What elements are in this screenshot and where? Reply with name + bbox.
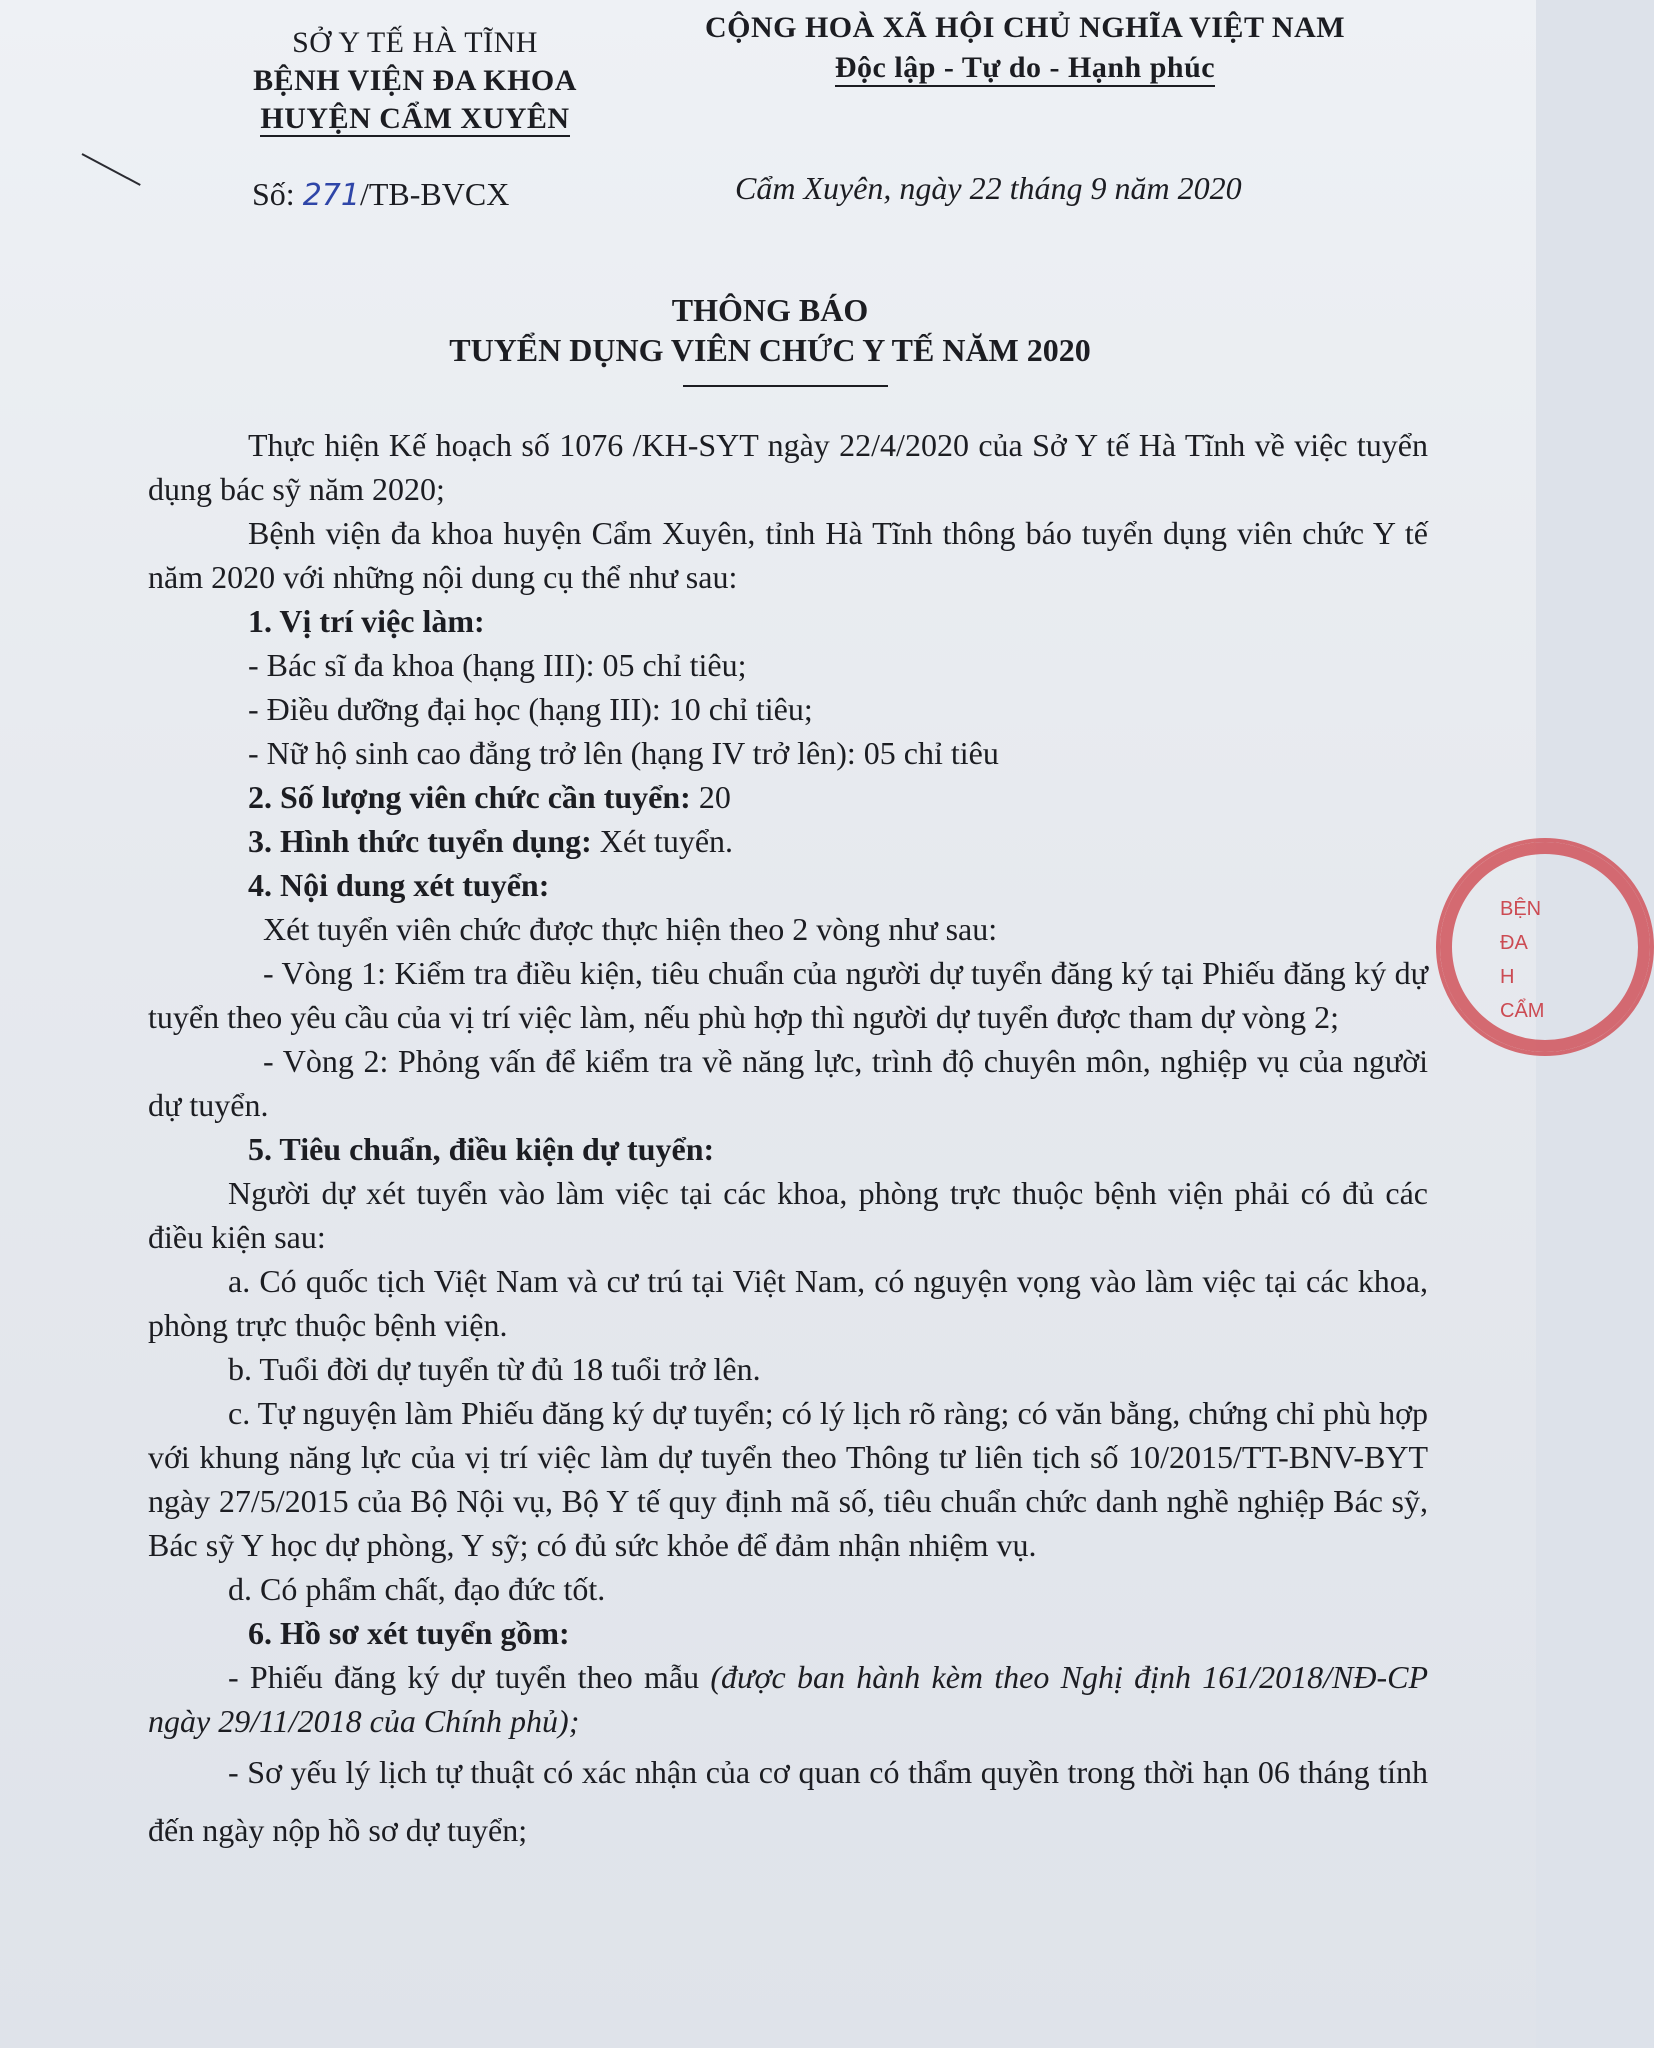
intro-paragraph-2: Bệnh viện đa khoa huyện Cẩm Xuyên, tỉnh Hà Tĩnh thông báo tuyển dụng viên chức Y tế năm 2020 với những nội dung cụ thể như sau:: [148, 515, 1428, 595]
dossier-item-1-text: - Phiếu đăng ký dự tuyển theo mẫu: [228, 1659, 711, 1695]
section-5-title: 5. Tiêu chuẩn, điều kiện dự tuyển:: [248, 1131, 715, 1167]
position-item-3: - Nữ hộ sinh cao đẳng trở lên (hạng IV trở lên): 05 chỉ tiêu: [248, 735, 999, 771]
seal-line-1: BỆN: [1500, 898, 1542, 920]
docno-prefix: Số:: [252, 176, 303, 212]
intro-paragraph-1: Thực hiện Kế hoạch số 1076 /KH-SYT ngày 22/4/2020 của Sở Y tế Hà Tĩnh về việc tuyển dụng bác sỹ năm 2020;: [148, 427, 1428, 507]
country-name: CỘNG HOÀ XÃ HỘI CHỦ NGHĨA VIỆT NAM: [704, 11, 1346, 44]
condition-c: c. Tự nguyện làm Phiếu đăng ký dự tuyển; có lý lịch rõ ràng; có văn bằng, chứng chỉ phù hợp với khung năng lực của vị trí việc làm dự tuyển theo Thông tư liên tịch số 10/2015/TT-BNV-BYT ngày 27/5/2015 của Bộ Nội vụ, Bộ Y tế quy định mã số, tiêu chuẩn chức danh nghề nghiệp Bác sỹ, Bác sỹ Y học dự phòng, Y sỹ; có đủ sức khỏe để đảm nhận nhiệm vụ.: [148, 1395, 1428, 1563]
seal-line-2: ĐA: [1500, 932, 1528, 954]
seal-line-4: CẨM: [1500, 1000, 1545, 1022]
section-2-value: 20: [690, 779, 731, 815]
condition-b: b. Tuổi đời dự tuyển từ đủ 18 tuổi trở lên.: [228, 1351, 761, 1387]
section-4-intro: Xét tuyển viên chức được thực hiện theo 2 vòng như sau:: [263, 911, 998, 947]
section-4-round-2: - Vòng 2: Phỏng vấn để kiểm tra về năng lực, trình độ chuyên môn, nghiệp vụ của người dự tuyển.: [148, 1043, 1428, 1123]
position-item-1: - Bác sĩ đa khoa (hạng III): 05 chỉ tiêu;: [248, 647, 747, 683]
docno-handwritten: 271: [302, 178, 360, 213]
dossier-item-2: - Sơ yếu lý lịch tự thuật có xác nhận của cơ quan có thẩm quyền trong thời hạn 06 tháng tính đến ngày nộp hồ sơ dự tuyển;: [148, 1754, 1428, 1848]
hospital-name: BỆNH VIỆN ĐA KHOA: [253, 64, 577, 97]
section-3: [148, 819, 1428, 863]
section-2: [148, 775, 1428, 819]
section-3-label: 3. Hình thức tuyển dụng:: [248, 823, 592, 859]
title-line-2: TUYỂN DỤNG VIÊN CHỨC Y TẾ NĂM 2020: [449, 332, 1091, 368]
document-body: [148, 423, 1428, 1859]
title-line-1: THÔNG BÁO: [671, 292, 869, 328]
national-motto: Độc lập - Tự do - Hạnh phúc: [835, 51, 1215, 87]
pen-stroke-mark: [82, 153, 141, 186]
document-date: Cẩm Xuyên, ngày 22 tháng 9 năm 2020: [735, 170, 1242, 206]
section-1-title: 1. Vị trí việc làm:: [248, 603, 485, 639]
document-title: [300, 290, 1240, 370]
national-header: [640, 8, 1410, 88]
section-2-label: 2. Số lượng viên chức cần tuyển:: [248, 779, 691, 815]
section-6-title: 6. Hồ sơ xét tuyển gồm:: [248, 1615, 570, 1651]
dossier-item-1-note: (được ban hành kèm theo Nghị định 161/2018/NĐ-CP ngày 29/11/2018 của Chính phủ);: [148, 1659, 1429, 1739]
document-number: [252, 176, 509, 213]
section-4-round-1: - Vòng 1: Kiểm tra điều kiện, tiêu chuẩn của người dự tuyển đăng ký tại Phiếu đăng ký dự tuyển theo yêu cầu của vị trí việc làm, nếu phù hợp thì người dự tuyển được tham dự vòng 2;: [148, 955, 1428, 1035]
docno-suffix: /TB-BVCX: [359, 176, 510, 212]
section-4-title: 4. Nội dung xét tuyển:: [248, 867, 550, 903]
section-3-value: Xét tuyển.: [591, 823, 734, 859]
dossier-item-1: [148, 1655, 1428, 1743]
condition-d: d. Có phẩm chất, đạo đức tốt.: [228, 1571, 606, 1607]
seal-text: [1500, 892, 1544, 1028]
condition-a: a. Có quốc tịch Việt Nam và cư trú tại Việt Nam, có nguyện vọng vào làm việc tại các khoa, phòng trực thuộc bệnh viện.: [148, 1263, 1428, 1343]
title-underline: [683, 385, 888, 387]
section-5-intro: Người dự xét tuyển vào làm việc tại các khoa, phòng trực thuộc bệnh viện phải có đủ các điều kiện sau:: [148, 1175, 1428, 1255]
issuer-block: [205, 24, 625, 138]
red-seal-stamp: [1436, 838, 1654, 1056]
district-name: HUYỆN CẨM XUYÊN: [260, 102, 570, 135]
seal-line-3: H: [1500, 966, 1515, 988]
position-item-2: - Điều dưỡng đại học (hạng III): 10 chỉ tiêu;: [248, 691, 813, 727]
ministry-name: SỞ Y TẾ HÀ TĨNH: [292, 26, 538, 59]
